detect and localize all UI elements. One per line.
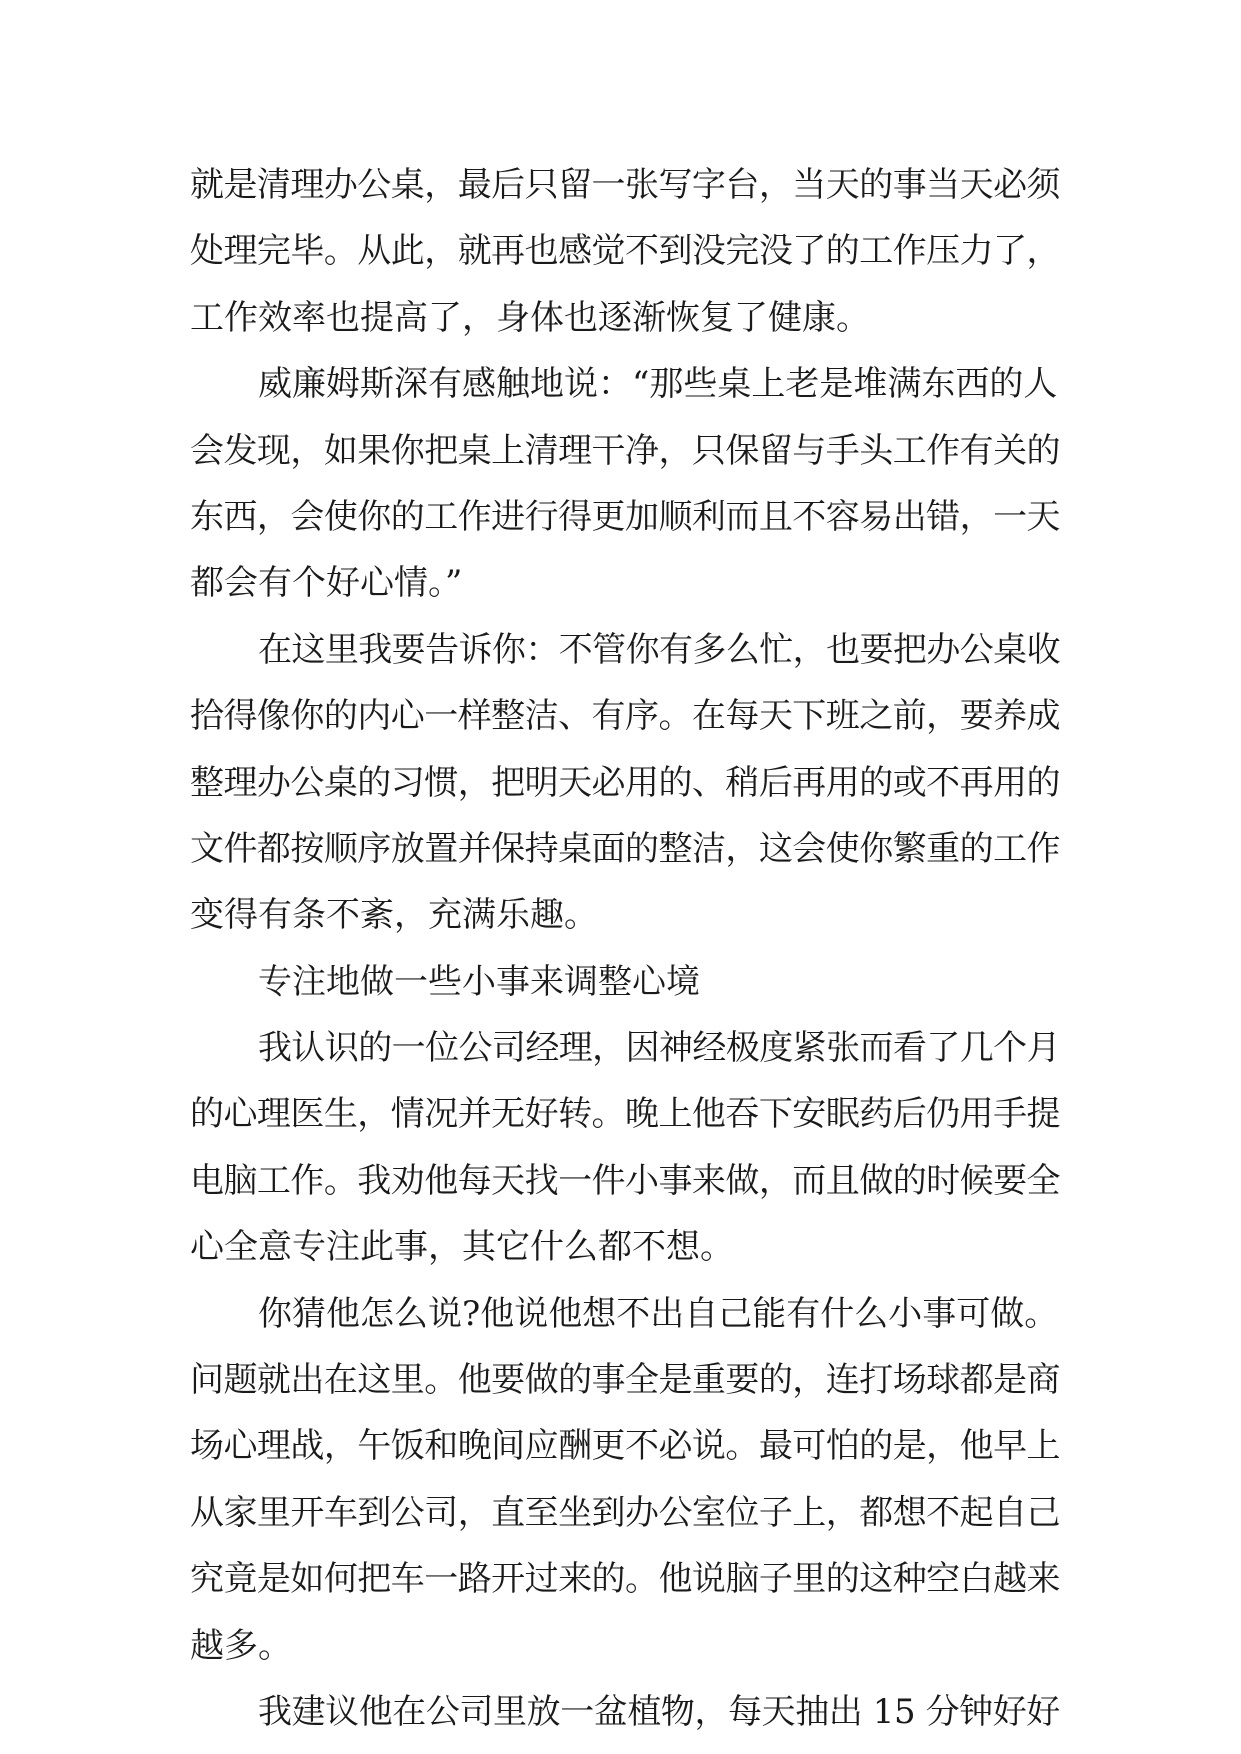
text-line: 文件都按顺序放置并保持桌面的整洁，这会使你繁重的工作 bbox=[190, 828, 1060, 869]
text-line: 究竟是如何把车一路开过来的。他说脑子里的这种空白越来 bbox=[190, 1559, 1060, 1600]
text-line: 问题就出在这里。他要做的事全是重要的，连打场球都是商 bbox=[190, 1360, 1060, 1401]
text-line: 你猜他怎么说?他说他想不出自己能有什么小事可做。 bbox=[258, 1293, 1059, 1334]
text-line: 电脑工作。我劝他每天找一件小事来做，而且做的时候要全 bbox=[190, 1160, 1060, 1201]
text-line: 变得有条不紊，充满乐趣。 bbox=[190, 895, 598, 936]
text-line: 越多。 bbox=[190, 1625, 292, 1666]
document-body bbox=[190, 152, 1060, 1745]
text-line: 我建议他在公司里放一盆植物，每天抽出 15 分钟好好 bbox=[258, 1691, 1060, 1732]
text-line: 处理完毕。从此，就再也感觉不到没完没了的工作压力了， bbox=[190, 231, 1060, 272]
text-line: 会发现，如果你把桌上清理干净，只保留与手头工作有关的 bbox=[190, 430, 1060, 471]
text-line: 东西，会使你的工作进行得更加顺利而且不容易出错，一天 bbox=[190, 496, 1060, 537]
text-line: 我认识的一位公司经理，因神经极度紧张而看了几个月 bbox=[258, 1028, 1060, 1069]
text-line: 都会有个好心情。” bbox=[190, 563, 463, 604]
text-line: 心全意专注此事，其它什么都不想。 bbox=[190, 1227, 734, 1268]
text-line: 拾得像你的内心一样整洁、有序。在每天下班之前，要养成 bbox=[190, 696, 1060, 737]
text-line: 专注地做一些小事来调整心境 bbox=[258, 961, 700, 1002]
text-line: 工作效率也提高了，身体也逐渐恢复了健康。 bbox=[190, 297, 870, 338]
text-line: 就是清理办公桌，最后只留一张写字台，当天的事当天必须 bbox=[190, 165, 1060, 205]
text-line: 场心理战，午饭和晚间应酬更不必说。最可怕的是，他早上 bbox=[190, 1426, 1060, 1467]
text-line: 整理办公桌的习惯，把明天必用的、稍后再用的或不再用的 bbox=[190, 762, 1060, 803]
text-line: 从家里开车到公司，直至坐到办公室位子上，都想不起自己 bbox=[190, 1492, 1060, 1533]
text-line: 在这里我要告诉你：不管你有多么忙，也要把办公桌收 bbox=[258, 629, 1060, 670]
text-line: 的心理医生，情况并无好转。晚上他吞下安眠药后仍用手提 bbox=[190, 1094, 1060, 1135]
text-line: 威廉姆斯深有感触地说：“那些桌上老是堆满东西的人 bbox=[258, 364, 1058, 405]
